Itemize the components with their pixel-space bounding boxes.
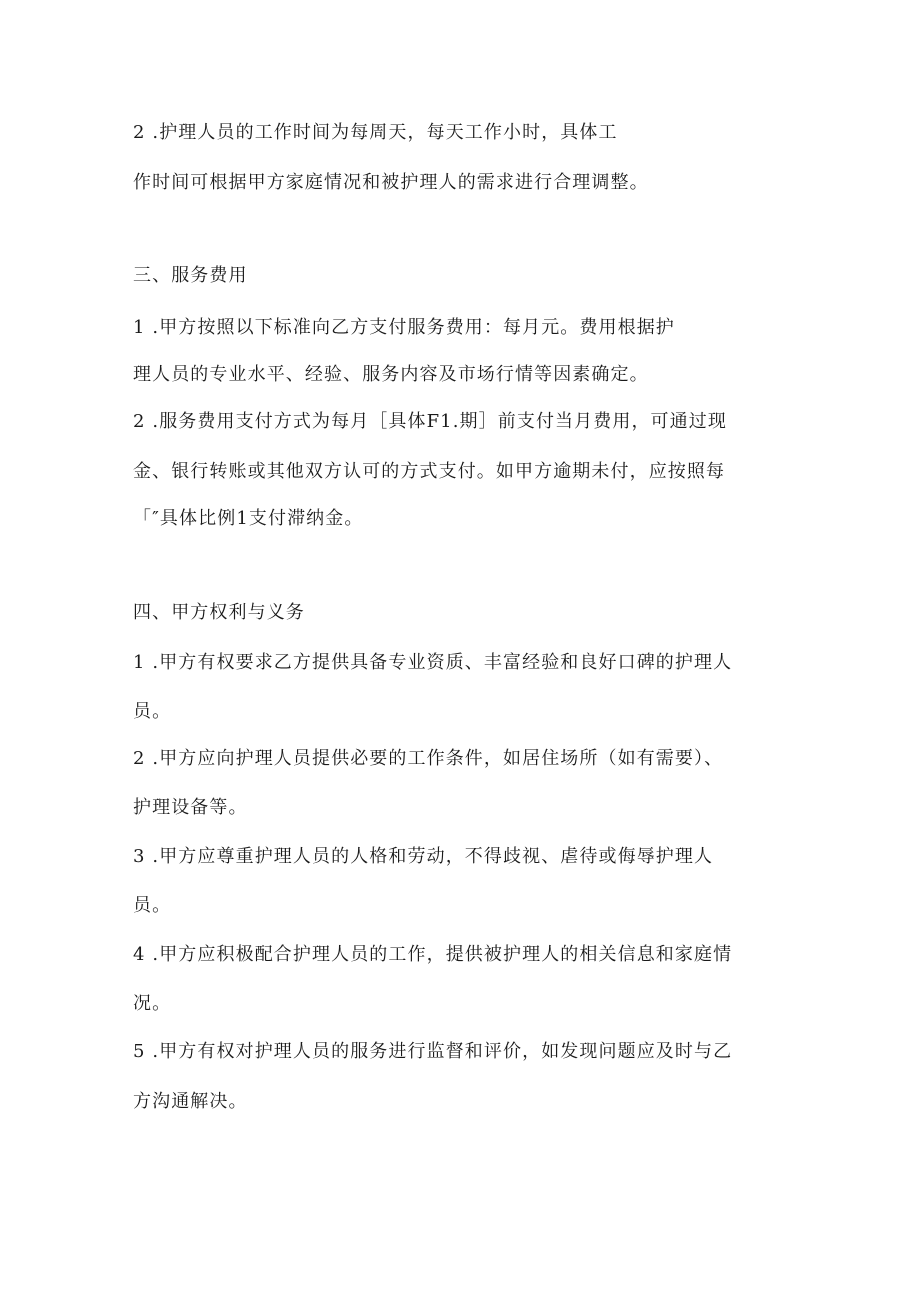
clause-2-line-2: 作时间可根据甲方家庭情况和被护理人的需求进行合理调整。 (133, 172, 649, 193)
rights-clause-1-line-1: 1 .甲方有权要求乙方提供具备专业资质、丰富经验和良好口碑的护理人 (133, 652, 733, 673)
rights-clause-2-line-1: 2 .甲方应向护理人员提供必要的工作条件，如居住场所（如有需要）、 (133, 748, 724, 769)
section-heading-party-a-rights: 四、甲方权利与义务 (133, 602, 305, 623)
rights-clause-3-line-2: 员。 (133, 895, 172, 916)
rights-clause-5-line-1: 5 .甲方有权对护理人员的服务进行监督和评价，如发现问题应及时与乙 (133, 1041, 733, 1062)
rights-clause-4-line-1: 4 .甲方应积极配合护理人员的工作，提供被护理人的相关信息和家庭情 (133, 944, 733, 965)
fee-clause-2-line-3: 「″具体比例1支付滞纳金。 (133, 508, 364, 529)
section-heading-service-fees: 三、服务费用 (133, 265, 248, 286)
rights-clause-3-line-1: 3 .甲方应尊重护理人员的人格和劳动，不得歧视、虐待或侮辱护理人 (133, 846, 714, 867)
rights-clause-1-line-2: 员。 (133, 701, 172, 722)
fee-clause-2-line-2: 金、银行转账或其他双方认可的方式支付。如甲方逾期未付，应按照每 (133, 461, 726, 482)
rights-clause-5-line-2: 方沟通解决。 (133, 1091, 248, 1112)
fee-clause-2-line-1: 2 .服务费用支付方式为每月［具体F1.期］前支付当月费用，可通过现 (133, 411, 727, 432)
clause-2-line-1: 2 .护理人员的工作时间为每周天，每天工作小时，具体工 (133, 122, 618, 143)
fee-clause-1-line-2: 理人员的专业水平、经验、服务内容及市场行情等因素确定。 (133, 364, 649, 385)
fee-clause-1-line-1: 1 .甲方按照以下标准向乙方支付服务费用：每月元。费用根据护 (133, 317, 675, 338)
rights-clause-4-line-2: 况。 (133, 993, 172, 1014)
rights-clause-2-line-2: 护理设备等。 (133, 797, 248, 818)
